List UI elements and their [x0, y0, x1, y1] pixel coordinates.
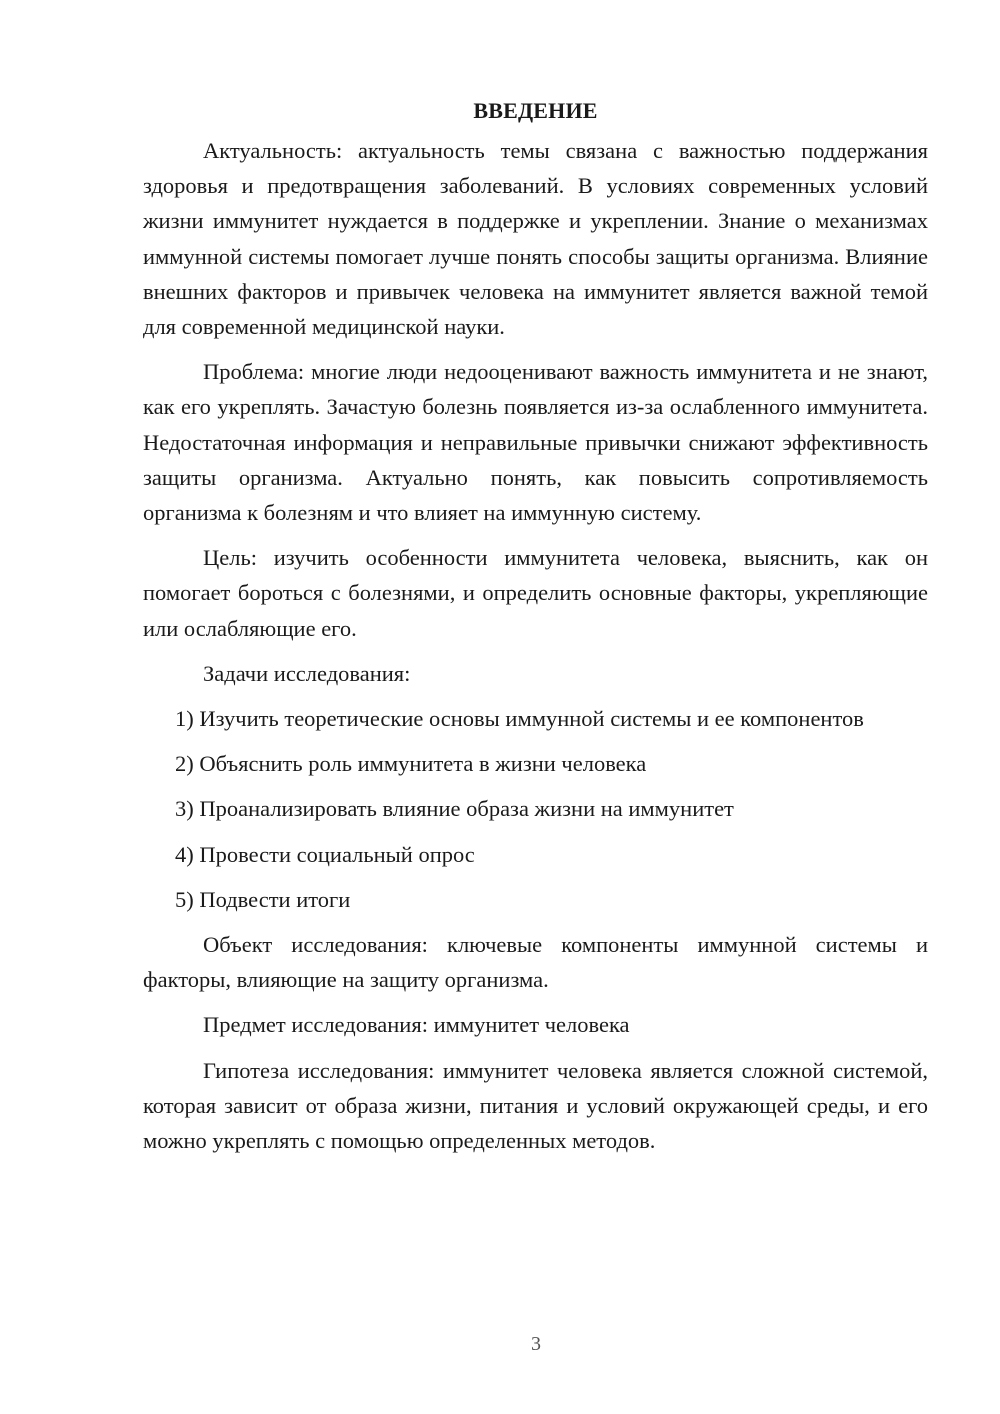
task-item-2: 2) Объяснить роль иммунитета в жизни человека	[175, 751, 647, 777]
tasks-list	[143, 701, 928, 917]
page-number: 3	[531, 1333, 541, 1355]
relevance-paragraph: Актуальность: актуальность темы связана с важностью поддержания здоровья и предотвращения заболеваний. В условиях современных условий жизни иммунитет нуждается в поддержке и укреплении. Знание о механизмах иммунной системы помогает лучше понять способы защиты организма. Влияние внешних факторов и привычек человека на иммунитет является важной темой для современной медицинской науки.	[143, 138, 928, 340]
task-item-3: 3) Проанализировать влияние образа жизни на иммунитет	[175, 796, 734, 822]
section-title: ВВЕДЕНИЕ	[473, 98, 598, 123]
task-item-4: 4) Провести социальный опрос	[175, 841, 475, 867]
subject-paragraph: Предмет исследования: иммунитет человека	[203, 1012, 630, 1038]
task-item-5: 5) Подвести итоги	[175, 886, 351, 912]
goal-paragraph: Цель: изучить особенности иммунитета человека, выяснить, как он помогает бороться с болезнями, и определить основные факторы, укрепляющие или ослабляющие его.	[143, 545, 928, 641]
object-paragraph: Объект исследования: ключевые компоненты иммунной системы и факторы, влияющие на защиту организма.	[143, 932, 928, 993]
problem-paragraph: Проблема: многие люди недооценивают важность иммунитета и не знают, как его укреплять. Зачастую болезнь появляется из-за ослабленного иммунитета. Недостаточная информация и неправильные привычки снижают эффективность защиты организма. Актуально понять, как повысить сопротивляемость организма к болезням и что влияет на иммунную систему.	[143, 359, 928, 526]
document-page	[143, 93, 928, 1168]
hypothesis-paragraph: Гипотеза исследования: иммунитет человека является сложной системой, которая зависит от образа жизни, питания и условий окружающей среды, и его можно укреплять с помощью определенных методов.	[143, 1057, 928, 1154]
task-item-1: 1) Изучить теоретические основы иммунной системы и ее компонентов	[175, 706, 864, 732]
tasks-heading: Задачи исследования:	[203, 660, 411, 686]
